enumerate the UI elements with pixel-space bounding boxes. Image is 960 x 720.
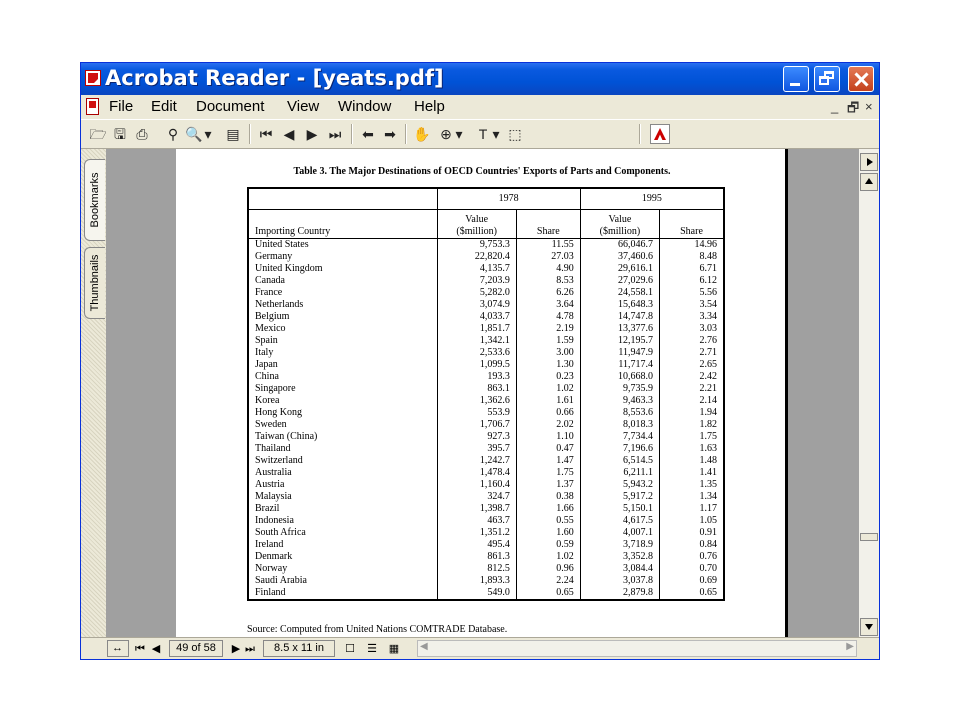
share-1978-cell: 1.66 [516, 503, 580, 515]
country-cell: Australia [255, 467, 292, 478]
year-1995-header: 1995 [580, 188, 724, 210]
thumbnails-tab-label: Thumbnails [89, 254, 101, 312]
share-1978-cell: 2.02 [516, 419, 580, 431]
share-1978-cell: 0.55 [516, 515, 580, 527]
country-cell: Taiwan (China) [255, 431, 318, 442]
status-bar [81, 637, 879, 659]
thumbnails-tab[interactable] [84, 247, 105, 319]
share-1995-cell: 8.48 [660, 251, 724, 263]
share-1978-cell: 1.61 [516, 395, 580, 407]
table-row [248, 515, 724, 527]
share-1978-cell: 0.66 [516, 407, 580, 419]
share-1978-cell: 1.47 [516, 455, 580, 467]
value-1978-column-header: Value ($million) [437, 210, 516, 239]
toolbar-separator [249, 124, 251, 144]
single-page-icon[interactable]: ☐ [345, 643, 355, 655]
menu-edit[interactable]: Edit [151, 98, 177, 115]
table-row [248, 251, 724, 263]
share-1995-cell: 0.65 [660, 587, 724, 600]
country-cell: Brazil [255, 503, 280, 514]
value-1995-cell: 3,084.4 [580, 563, 659, 575]
value-1978-cell: 193.3 [437, 371, 516, 383]
page-size-field: 8.5 x 11 in [263, 640, 335, 657]
value-1978-cell: 1,362.6 [437, 395, 516, 407]
value-1995-cell: 14,747.8 [580, 311, 659, 323]
show-hide-navigation-icon[interactable]: ▤ [226, 126, 240, 142]
table-row [248, 347, 724, 359]
share-1978-cell: 1.37 [516, 479, 580, 491]
share-1995-cell: 2.21 [660, 383, 724, 395]
share-1995-cell: 3.03 [660, 323, 724, 335]
menu-window[interactable]: Window [338, 98, 392, 115]
country-cell: Hong Kong [255, 407, 302, 418]
country-cell: Ireland [255, 539, 284, 550]
value-1978-cell: 861.3 [437, 551, 516, 563]
country-cell: Norway [255, 563, 288, 574]
value-1978-cell: 495.4 [437, 539, 516, 551]
text-select-icon[interactable]: T [478, 126, 488, 142]
next-page-status-icon[interactable]: ▶ [231, 643, 241, 655]
value-1995-cell: 8,018.3 [580, 419, 659, 431]
value-1978-cell: 463.7 [437, 515, 516, 527]
value-1978-cell: 395.7 [437, 443, 516, 455]
table-row [248, 275, 724, 287]
share-1978-cell: 1.02 [516, 383, 580, 395]
country-cell: Indonesia [255, 515, 294, 526]
scroll-thumb[interactable] [860, 533, 878, 541]
value-1995-cell: 37,460.6 [580, 251, 659, 263]
scroll-right-icon[interactable]: ▶ [846, 641, 854, 652]
last-page-icon[interactable]: ⏭ [328, 126, 342, 142]
value-1995-cell: 8,553.6 [580, 407, 659, 419]
menu-help[interactable]: Help [414, 98, 445, 115]
value-1978-cell: 7,203.9 [437, 275, 516, 287]
value-1995-cell: 11,947.9 [580, 347, 659, 359]
share-1995-cell: 1.34 [660, 491, 724, 503]
first-page-icon[interactable]: ⏮ [259, 126, 273, 142]
value-1978-cell: 1,099.5 [437, 359, 516, 371]
share-1978-cell: 1.60 [516, 527, 580, 539]
share-1995-cell: 14.96 [660, 239, 724, 252]
year-1978-header: 1978 [437, 188, 580, 210]
country-cell: Saudi Arabia [255, 575, 307, 586]
doc-restore-button[interactable]: 🗗 [847, 100, 860, 115]
value-1978-cell: 553.9 [437, 407, 516, 419]
value-1978-cell: 1,398.7 [437, 503, 516, 515]
table-row [248, 551, 724, 563]
value-1978-cell: 1,478.4 [437, 467, 516, 479]
share-1978-cell: 4.90 [516, 263, 580, 275]
table-row [248, 575, 724, 587]
value-1995-cell: 3,352.8 [580, 551, 659, 563]
doc-minimize-button[interactable]: _ [831, 99, 839, 114]
share-1995-cell: 0.70 [660, 563, 724, 575]
country-cell: Japan [255, 359, 278, 370]
share-1978-cell: 0.59 [516, 539, 580, 551]
share-1978-cell: 1.02 [516, 551, 580, 563]
share-1995-column-header: Share [660, 210, 724, 239]
share-1995-cell: 3.34 [660, 311, 724, 323]
country-cell: Sweden [255, 419, 287, 430]
value-1995-cell: 27,029.6 [580, 275, 659, 287]
value-1978-cell: 1,160.4 [437, 479, 516, 491]
value-1978-cell: 927.3 [437, 431, 516, 443]
acrobat-app-icon[interactable] [85, 70, 101, 86]
share-1978-cell: 27.03 [516, 251, 580, 263]
value-1995-cell: 15,648.3 [580, 299, 659, 311]
continuous-page-icon[interactable]: ☰ [367, 643, 377, 655]
share-1978-cell: 11.55 [516, 239, 580, 252]
share-1995-cell: 2.14 [660, 395, 724, 407]
value-1995-cell: 3,718.9 [580, 539, 659, 551]
facing-pages-icon[interactable]: ▦ [388, 643, 400, 655]
country-cell: China [255, 371, 279, 382]
zoom-dropdown-icon[interactable]: ▾ [455, 126, 463, 142]
table-row [248, 311, 724, 323]
doc-close-button[interactable]: × [865, 99, 873, 114]
value-1978-cell: 4,135.7 [437, 263, 516, 275]
table-row [248, 479, 724, 491]
value-1978-cell: 22,820.4 [437, 251, 516, 263]
table-row [248, 263, 724, 275]
share-1995-cell: 1.48 [660, 455, 724, 467]
adobe-logo-icon[interactable] [650, 124, 670, 144]
table-row [248, 359, 724, 371]
share-1978-cell: 1.30 [516, 359, 580, 371]
hand-tool-icon[interactable]: ✋ [413, 126, 431, 142]
value-1978-cell: 324.7 [437, 491, 516, 503]
value-1978-cell: 863.1 [437, 383, 516, 395]
navigation-pane-tabs [81, 149, 106, 637]
country-column-header: Importing Country [248, 210, 437, 239]
value-1995-column-header: Value ($million) [580, 210, 659, 239]
value-1978-cell: 2,533.6 [437, 347, 516, 359]
document-view[interactable] [106, 149, 859, 637]
country-cell: Thailand [255, 443, 291, 454]
value-1978-cell: 3,074.9 [437, 299, 516, 311]
table-row [248, 419, 724, 431]
value-1995-cell: 12,195.7 [580, 335, 659, 347]
country-cell: South Africa [255, 527, 306, 538]
last-page-status-icon[interactable]: ⏭ [245, 643, 255, 655]
page-number-field[interactable]: 49 of 58 [169, 640, 223, 657]
value-1978-cell: 1,342.1 [437, 335, 516, 347]
table-row [248, 323, 724, 335]
country-cell: Austria [255, 479, 285, 490]
table-title: Table 3. The Major Destinations of OECD Countries' Exports of Parts and Components. [293, 166, 671, 177]
table-row [248, 503, 724, 515]
share-1995-cell: 0.84 [660, 539, 724, 551]
graphics-select-icon[interactable]: ⬚ [508, 126, 522, 142]
share-1995-cell: 0.91 [660, 527, 724, 539]
country-cell: United States [255, 239, 309, 250]
table-row [248, 395, 724, 407]
value-1995-cell: 5,917.2 [580, 491, 659, 503]
value-1995-cell: 13,377.6 [580, 323, 659, 335]
share-1995-cell: 2.65 [660, 359, 724, 371]
toolbar-separator [351, 124, 353, 144]
column-header-row [248, 210, 724, 239]
save-icon[interactable]: 🖫 [114, 126, 126, 142]
scroll-left-icon[interactable]: ◀ [420, 641, 428, 652]
share-1978-cell: 0.96 [516, 563, 580, 575]
value-1995-cell: 9,735.9 [580, 383, 659, 395]
value-1978-cell: 1,851.7 [437, 323, 516, 335]
menu-file[interactable]: File [109, 98, 134, 115]
previous-page-status-icon[interactable]: ◀ [151, 643, 161, 655]
value-1978-cell: 1,893.3 [437, 575, 516, 587]
country-cell: Belgium [255, 311, 290, 322]
country-cell: Korea [255, 395, 280, 406]
menu-document[interactable]: Document [196, 98, 265, 115]
value-1978-cell: 5,282.0 [437, 287, 516, 299]
country-cell: Finland [255, 587, 286, 598]
value-1995-cell: 24,558.1 [580, 287, 659, 299]
country-cell: Singapore [255, 383, 296, 394]
share-1978-cell: 0.65 [516, 587, 580, 600]
text-select-dropdown-icon[interactable]: ▾ [492, 126, 500, 142]
country-cell: Canada [255, 275, 285, 286]
share-1995-cell: 1.41 [660, 467, 724, 479]
exports-table [247, 187, 725, 601]
table-row [248, 443, 724, 455]
table-row [248, 239, 724, 252]
scroll-up-button[interactable] [860, 173, 878, 191]
share-1995-cell: 1.82 [660, 419, 724, 431]
share-1995-cell: 1.35 [660, 479, 724, 491]
table-body [248, 239, 724, 601]
table-row [248, 491, 724, 503]
value-1995-cell: 3,037.8 [580, 575, 659, 587]
previous-page-icon[interactable]: ◀ [283, 126, 295, 142]
table-row [248, 287, 724, 299]
split-pane-glyph: ↔ [112, 642, 123, 654]
zoom-in-icon[interactable]: ⊕ [440, 126, 452, 142]
share-1995-cell: 5.56 [660, 287, 724, 299]
value-1995-cell: 4,617.5 [580, 515, 659, 527]
country-cell: France [255, 287, 283, 298]
share-1978-cell: 0.47 [516, 443, 580, 455]
share-1995-cell: 6.71 [660, 263, 724, 275]
table-row [248, 563, 724, 575]
pdf-page [176, 149, 788, 637]
share-1978-cell: 6.26 [516, 287, 580, 299]
country-cell: Switzerland [255, 455, 303, 466]
scroll-down-button[interactable] [860, 618, 878, 636]
search-icon[interactable]: 🔍 [185, 126, 203, 142]
table-row [248, 587, 724, 600]
value-1978-cell: 549.0 [437, 587, 516, 600]
toolbar-separator [405, 124, 407, 144]
value-1978-cell: 1,242.7 [437, 455, 516, 467]
close-button[interactable] [848, 66, 874, 92]
share-1995-cell: 1.63 [660, 443, 724, 455]
value-1978-cell: 1,351.2 [437, 527, 516, 539]
country-cell: Spain [255, 335, 278, 346]
find-icon[interactable]: ⚲ [167, 126, 179, 142]
window-title: Acrobat Reader - [yeats.pdf] [105, 66, 444, 90]
restore-button[interactable] [814, 66, 840, 92]
blank-header-cell [248, 188, 437, 210]
country-cell: United Kingdom [255, 263, 323, 274]
value-1995-cell: 6,514.5 [580, 455, 659, 467]
country-cell: Netherlands [255, 299, 304, 310]
value-1995-cell: 2,879.8 [580, 587, 659, 600]
share-1978-cell: 3.00 [516, 347, 580, 359]
bookmarks-tab[interactable] [84, 159, 105, 241]
value-1978-cell: 1,706.7 [437, 419, 516, 431]
country-cell: Germany [255, 251, 293, 262]
bookmarks-tab-label: Bookmarks [89, 172, 101, 228]
value-1995-cell: 10,668.0 [580, 371, 659, 383]
share-1978-cell: 8.53 [516, 275, 580, 287]
table-row [248, 371, 724, 383]
value-1978-cell: 9,753.3 [437, 239, 516, 252]
share-1995-cell: 1.94 [660, 407, 724, 419]
share-1995-cell: 1.17 [660, 503, 724, 515]
table-row [248, 383, 724, 395]
country-cell: Italy [255, 347, 274, 358]
table-row [248, 527, 724, 539]
share-1995-cell: 6.12 [660, 275, 724, 287]
value-1995-cell: 4,007.1 [580, 527, 659, 539]
share-1995-cell: 0.76 [660, 551, 724, 563]
minimize-button[interactable] [783, 66, 809, 92]
menu-bar [81, 95, 879, 119]
next-page-scroll-button[interactable] [860, 153, 878, 171]
value-1995-cell: 5,943.2 [580, 479, 659, 491]
value-1995-cell: 6,211.1 [580, 467, 659, 479]
table-row [248, 335, 724, 347]
share-1978-cell: 0.23 [516, 371, 580, 383]
go-forward-icon[interactable]: ➡ [384, 126, 396, 142]
country-cell: Malaysia [255, 491, 292, 502]
share-1978-cell: 2.24 [516, 575, 580, 587]
value-1995-cell: 5,150.1 [580, 503, 659, 515]
open-icon[interactable]: 🗁 [89, 126, 107, 142]
share-1995-cell: 2.42 [660, 371, 724, 383]
value-1978-cell: 812.5 [437, 563, 516, 575]
table-row [248, 299, 724, 311]
share-1978-column-header: Share [516, 210, 580, 239]
value-1995-cell: 11,717.4 [580, 359, 659, 371]
share-1978-cell: 2.19 [516, 323, 580, 335]
print-icon[interactable]: ⎙ [136, 126, 148, 142]
go-back-icon[interactable]: ⬅ [362, 126, 374, 142]
share-1978-cell: 4.78 [516, 311, 580, 323]
share-1995-cell: 3.54 [660, 299, 724, 311]
table-row [248, 407, 724, 419]
share-1978-cell: 1.59 [516, 335, 580, 347]
share-1978-cell: 3.64 [516, 299, 580, 311]
title-bar[interactable] [81, 63, 879, 95]
split-pane-icon[interactable] [107, 640, 129, 657]
table-row [248, 467, 724, 479]
table-row [248, 539, 724, 551]
next-page-icon[interactable]: ▶ [306, 126, 318, 142]
table-row [248, 455, 724, 467]
horizontal-scrollbar[interactable] [417, 640, 857, 657]
value-1978-cell: 4,033.7 [437, 311, 516, 323]
toolbar-separator [639, 124, 641, 144]
country-cell: Mexico [255, 323, 286, 334]
value-1995-cell: 9,463.3 [580, 395, 659, 407]
share-1995-cell: 0.69 [660, 575, 724, 587]
year-header-row [248, 188, 724, 210]
share-1995-cell: 1.75 [660, 431, 724, 443]
share-1995-cell: 2.71 [660, 347, 724, 359]
value-1995-cell: 66,046.7 [580, 239, 659, 252]
search-dropdown-icon[interactable]: ▾ [204, 126, 212, 142]
value-1995-cell: 7,196.6 [580, 443, 659, 455]
source-note: Source: Computed from United Nations COMTRADE Database. [247, 624, 508, 635]
first-page-status-icon[interactable]: ⏮ [135, 643, 145, 655]
vertical-scrollbar[interactable] [859, 149, 879, 637]
acrobat-window [80, 62, 880, 660]
share-1978-cell: 1.10 [516, 431, 580, 443]
share-1978-cell: 1.75 [516, 467, 580, 479]
share-1995-cell: 2.76 [660, 335, 724, 347]
document-icon[interactable] [86, 98, 99, 115]
toolbar [81, 119, 879, 149]
value-1995-cell: 29,616.1 [580, 263, 659, 275]
menu-view[interactable]: View [287, 98, 320, 115]
country-cell: Denmark [255, 551, 293, 562]
share-1978-cell: 0.38 [516, 491, 580, 503]
table-row [248, 431, 724, 443]
share-1995-cell: 1.05 [660, 515, 724, 527]
value-1995-cell: 7,734.4 [580, 431, 659, 443]
